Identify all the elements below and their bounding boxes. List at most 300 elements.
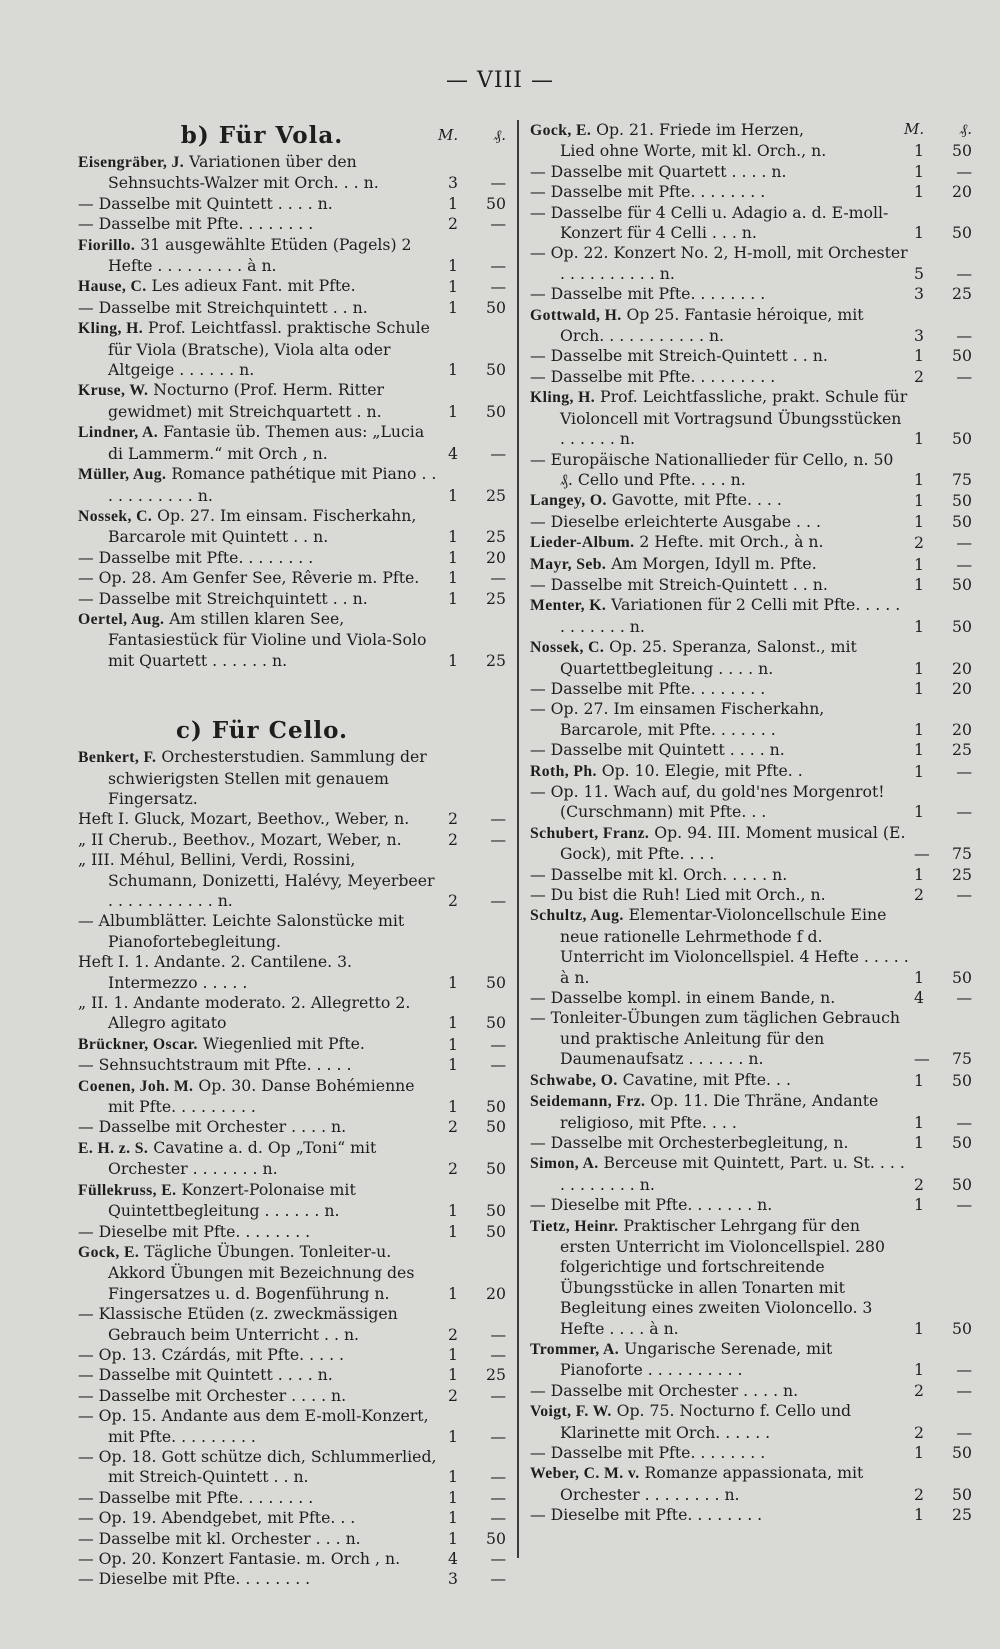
composer-name: Seidemann, Frz. bbox=[530, 1093, 646, 1111]
price bbox=[914, 326, 972, 346]
entry-text bbox=[78, 1569, 448, 1589]
price bbox=[448, 1467, 506, 1487]
price bbox=[914, 264, 972, 284]
price-marks: 1 bbox=[448, 360, 458, 380]
price-marks: 1 bbox=[914, 802, 924, 822]
work-description: — Du bist die Ruh! Lied mit Orch., n. bbox=[530, 885, 826, 905]
catalog-entry bbox=[530, 346, 972, 366]
work-description: — Dasselbe mit Streichquintett . . n. bbox=[78, 297, 368, 317]
price-pfennig: 25 bbox=[952, 284, 972, 304]
catalog-entry bbox=[78, 1549, 506, 1569]
catalog-entry bbox=[78, 152, 506, 194]
pfennig-column-label: ₰. bbox=[493, 126, 506, 144]
price bbox=[914, 1360, 972, 1380]
work-description: Prof. Leichtfassl. praktische Schule für Viola (Bratsche), Viola alta oder Altgeige . . . . . . n. bbox=[108, 318, 430, 380]
price bbox=[448, 1365, 506, 1385]
entry-text bbox=[530, 1070, 914, 1091]
entry-text bbox=[530, 823, 914, 865]
price bbox=[914, 720, 972, 740]
section-heading-viola: b) Für Vola. bbox=[180, 122, 344, 149]
entry-text bbox=[78, 1055, 448, 1075]
catalog-entry bbox=[530, 782, 972, 823]
price bbox=[914, 533, 972, 553]
entry-text bbox=[78, 422, 448, 464]
price bbox=[914, 223, 972, 243]
price-marks: 1 bbox=[448, 547, 458, 567]
catalog-entry bbox=[530, 162, 972, 182]
work-description: — Dasselbe mit Pfte. . . . . . . . bbox=[78, 1487, 314, 1507]
work-description: — Dasselbe mit Quintett . . . . n. bbox=[78, 1365, 333, 1385]
catalog-entry bbox=[78, 830, 506, 850]
price-marks: 1 bbox=[914, 1195, 924, 1215]
work-description: — Op. 15. Andante aus dem E-moll-Konzert, mit Pfte. . . . . . . . . bbox=[78, 1406, 429, 1446]
work-description: Cavatine, mit Pfte. . . bbox=[617, 1069, 791, 1089]
work-description: Variationen über den Sehnsuchts-Walzer mit Orch. . . n. bbox=[108, 152, 379, 193]
catalog-entry bbox=[530, 305, 972, 347]
price-pfennig: 25 bbox=[952, 864, 972, 884]
price-marks: 3 bbox=[448, 1569, 458, 1589]
price bbox=[914, 1113, 972, 1133]
price-marks: 1 bbox=[448, 1426, 458, 1446]
work-description: — Dasselbe mit Orchester . . . . n. bbox=[78, 1385, 347, 1405]
work-description: Op. 30. Danse Bohémienne mit Pfte. . . . . . . . . bbox=[108, 1075, 415, 1117]
entry-text bbox=[530, 637, 914, 679]
catalog-entry bbox=[78, 1180, 506, 1222]
price bbox=[914, 1423, 972, 1443]
catalog-entry bbox=[78, 609, 506, 671]
mark-column-label: M. bbox=[904, 120, 925, 138]
entry-text bbox=[530, 575, 914, 595]
price-marks: 1 bbox=[914, 574, 924, 594]
price bbox=[914, 141, 972, 161]
composer-name: Gottwald, H. bbox=[530, 306, 622, 324]
entry-text bbox=[530, 740, 914, 760]
entry-text bbox=[78, 548, 448, 568]
price-pfennig: — bbox=[956, 326, 972, 346]
price bbox=[448, 360, 506, 380]
price-marks: 2 bbox=[448, 1159, 458, 1179]
catalog-entry bbox=[78, 194, 506, 214]
catalog-entry bbox=[78, 464, 506, 506]
work-description: — Op. 11. Wach auf, du gold'nes Morgenrot! (Curschmann) mit Pfte. . . bbox=[530, 782, 885, 822]
price-pfennig: — bbox=[956, 1380, 972, 1400]
catalog-entry bbox=[78, 298, 506, 318]
work-description: Op. 11. Die Thräne, Andante religioso, mit Pfte. . . . bbox=[560, 1091, 879, 1132]
price-marks: 1 bbox=[448, 1487, 458, 1507]
price bbox=[914, 1133, 972, 1153]
catalog-entry bbox=[78, 1304, 506, 1345]
price-marks: 1 bbox=[448, 1344, 458, 1364]
catalog-entry bbox=[530, 1216, 972, 1339]
entry-text bbox=[530, 865, 914, 885]
entry-text bbox=[530, 1133, 914, 1153]
catalog-entry bbox=[530, 1153, 972, 1195]
work-description: „ II Cherub., Beethov., Mozart, Weber, n. bbox=[78, 829, 402, 849]
price-pfennig: 20 bbox=[952, 678, 972, 698]
entry-text bbox=[78, 609, 448, 671]
price-pfennig: 50 bbox=[952, 1484, 972, 1504]
price-marks: 1 bbox=[448, 1365, 458, 1385]
price-marks: 1 bbox=[914, 967, 924, 987]
price bbox=[448, 1569, 506, 1589]
price bbox=[914, 740, 972, 760]
price bbox=[448, 444, 506, 464]
price-pfennig: 50 bbox=[952, 141, 972, 161]
work-description: Prof. Leichtfassliche, prakt. Schule für Violoncell mit Vortragsund Übungsstücken . . . . . . n. bbox=[560, 387, 908, 449]
catalog-entry bbox=[78, 1055, 506, 1075]
composer-name: Kruse, W. bbox=[78, 382, 149, 400]
work-description: — Dasselbe mit Orchesterbegleitung, n. bbox=[530, 1132, 849, 1152]
price-marks: 1 bbox=[914, 1443, 924, 1462]
work-description: — Dasselbe mit Quintett . . . . n. bbox=[530, 740, 785, 760]
entry-text bbox=[78, 747, 448, 809]
price bbox=[448, 1035, 506, 1055]
catalog-entry bbox=[530, 387, 972, 449]
composer-name: Trommer, A. bbox=[530, 1340, 620, 1358]
entry-text bbox=[530, 120, 914, 162]
price bbox=[914, 802, 972, 822]
work-description: Wiegenlied mit Pfte. bbox=[197, 1033, 365, 1053]
price bbox=[914, 162, 972, 182]
price-marks: 2 bbox=[914, 533, 924, 553]
catalog-entry bbox=[530, 1443, 972, 1463]
price-marks: — bbox=[914, 844, 930, 864]
catalog-entry bbox=[78, 1365, 506, 1385]
catalog-entry bbox=[78, 1222, 506, 1242]
left-column bbox=[78, 120, 506, 1590]
entry-text bbox=[78, 1365, 448, 1385]
price-pfennig: — bbox=[956, 1422, 972, 1442]
price bbox=[448, 1386, 506, 1406]
price-marks: 1 bbox=[448, 256, 458, 276]
entry-text bbox=[530, 699, 914, 740]
work-description: — Dieselbe mit Pfte. . . . . . . . bbox=[78, 1569, 311, 1589]
price-pfennig: 50 bbox=[952, 491, 972, 511]
price-marks: 1 bbox=[448, 1528, 458, 1548]
entry-text bbox=[78, 1386, 448, 1406]
price bbox=[914, 346, 972, 366]
catalog-entry bbox=[530, 1195, 972, 1215]
price-pfennig: 50 bbox=[952, 967, 972, 987]
catalog-entry bbox=[530, 243, 972, 284]
price bbox=[448, 1097, 506, 1117]
catalog-entry bbox=[78, 747, 506, 809]
composer-name: Benkert, F. bbox=[78, 749, 157, 767]
viola-entry-list bbox=[78, 152, 506, 671]
price bbox=[448, 1549, 506, 1569]
price bbox=[914, 1505, 972, 1525]
entry-text bbox=[530, 532, 914, 553]
work-description: „ II. 1. Andante moderato. 2. Allegretto 2. Allegro agitato bbox=[78, 993, 411, 1033]
price-pfennig: 50 bbox=[952, 1070, 972, 1090]
catalog-entry bbox=[530, 885, 972, 905]
entry-text bbox=[530, 905, 914, 988]
entry-text bbox=[530, 1443, 914, 1463]
work-description: Op. 10. Elegie, mit Pfte. . bbox=[596, 760, 803, 780]
entry-text bbox=[530, 1008, 914, 1069]
entry-text bbox=[530, 1091, 914, 1133]
price-marks: 1 bbox=[448, 401, 458, 421]
price-pfennig: — bbox=[490, 829, 506, 849]
price-pfennig: 50 bbox=[486, 1159, 506, 1179]
price-column-header-right bbox=[904, 120, 972, 139]
price-marks: 1 bbox=[914, 511, 924, 531]
catalog-entry bbox=[530, 865, 972, 885]
work-description: — Dieselbe erleichterte Ausgabe . . . bbox=[530, 511, 821, 531]
price-pfennig: 75 bbox=[952, 1049, 972, 1069]
price-marks: 4 bbox=[914, 988, 924, 1008]
catalog-entry bbox=[530, 203, 972, 244]
work-description: — Dasselbe mit kl. Orch. . . . . n. bbox=[530, 864, 788, 884]
catalog-entry bbox=[78, 1508, 506, 1528]
work-description: 31 ausgewählte Etüden (Pagels) 2 Hefte . . . . . . . . . à n. bbox=[108, 234, 412, 276]
price-column-header bbox=[438, 126, 506, 145]
catalog-entry bbox=[78, 911, 506, 952]
catalog-entry bbox=[78, 1406, 506, 1447]
price-marks: 1 bbox=[914, 1070, 924, 1090]
price bbox=[448, 1284, 506, 1304]
price-pfennig: — bbox=[490, 1549, 506, 1568]
price-pfennig: — bbox=[956, 366, 972, 386]
work-description: — Dasselbe mit Streich-Quintett . . n. bbox=[530, 346, 828, 366]
price-marks: 3 bbox=[914, 326, 924, 346]
price-marks: 1 bbox=[914, 1318, 924, 1338]
entry-text bbox=[530, 885, 914, 905]
entry-text bbox=[530, 512, 914, 532]
price bbox=[914, 429, 972, 449]
price-marks: — bbox=[914, 1049, 930, 1069]
catalog-entry bbox=[530, 823, 972, 865]
price-marks: 2 bbox=[914, 1484, 924, 1504]
price bbox=[448, 1427, 506, 1447]
catalog-entry bbox=[78, 214, 506, 234]
price bbox=[914, 555, 972, 575]
work-description: „ III. Méhul, Bellini, Verdi, Rossini, Schumann, Donizetti, Halévy, Meyerbeer . . . . . . . . . . . n. bbox=[78, 850, 435, 910]
entry-text bbox=[530, 1216, 914, 1339]
composer-name: Menter, K. bbox=[530, 597, 607, 615]
entry-text bbox=[78, 1034, 448, 1055]
price-marks: 1 bbox=[914, 346, 924, 366]
price-marks: 1 bbox=[914, 554, 924, 574]
catalog-entry bbox=[78, 1242, 506, 1304]
entry-text bbox=[530, 387, 914, 449]
composer-name: Lindner, A. bbox=[78, 424, 159, 442]
price-marks: 1 bbox=[448, 650, 458, 670]
price-marks: 1 bbox=[914, 429, 924, 449]
price bbox=[448, 1529, 506, 1549]
price bbox=[448, 1201, 506, 1221]
price-marks: 2 bbox=[448, 214, 458, 234]
catalog-entry bbox=[78, 318, 506, 380]
price bbox=[448, 277, 506, 297]
work-description: — Klassische Etüden (z. zweckmässigen Gebrauch beim Unterricht . . n. bbox=[78, 1304, 398, 1344]
composer-name: Nossek, C. bbox=[530, 639, 605, 657]
entry-text bbox=[78, 1222, 448, 1242]
price-marks: 1 bbox=[448, 588, 458, 608]
catalog-entry bbox=[530, 905, 972, 988]
price-marks: 2 bbox=[914, 1174, 924, 1194]
entry-text bbox=[530, 988, 914, 1008]
price-pfennig: — bbox=[490, 1055, 506, 1075]
entry-text bbox=[530, 679, 914, 699]
entry-text bbox=[78, 1508, 448, 1528]
work-description: — Dasselbe mit Quintett . . . . n. bbox=[78, 193, 333, 213]
composer-name: Gock, E. bbox=[530, 122, 592, 139]
price-marks: 1 bbox=[914, 491, 924, 511]
price-pfennig: — bbox=[490, 809, 506, 829]
catalog-entry bbox=[530, 1133, 972, 1153]
work-description: Praktischer Lehrgang für den ersten Unterricht im Violoncellspiel. 280 folgerichtige und fortschreitende Übungsstücke in allen Tonarten mit Begleitung eines zweiten Violoncello. 3 Hefte . . . . à n. bbox=[560, 1215, 886, 1338]
catalog-entry bbox=[530, 761, 972, 782]
work-description: Berceuse mit Quintett, Part. u. St. . . . . . . . . . . . n. bbox=[560, 1153, 905, 1194]
composer-name: Schwabe, O. bbox=[530, 1071, 618, 1089]
price-pfennig: — bbox=[956, 1195, 972, 1215]
catalog-entry bbox=[530, 1008, 972, 1069]
cello-entry-list bbox=[78, 747, 506, 1590]
price-pfennig: 20 bbox=[952, 719, 972, 739]
entry-text bbox=[530, 284, 914, 304]
entry-text bbox=[78, 298, 448, 318]
entry-text bbox=[78, 1345, 448, 1365]
price-pfennig: — bbox=[956, 988, 972, 1008]
price-pfennig: 50 bbox=[952, 223, 972, 243]
price-pfennig: 50 bbox=[952, 1132, 972, 1152]
entry-text bbox=[78, 1076, 448, 1118]
entry-text bbox=[530, 305, 914, 347]
price bbox=[448, 651, 506, 671]
work-description: Ungarische Serenade, mit Pianoforte . . . . . . . . . . bbox=[560, 1338, 833, 1380]
price-pfennig: 50 bbox=[486, 1528, 506, 1548]
price bbox=[448, 173, 506, 193]
work-description: Am stillen klaren See, Fantasiestück für Violine und Viola-Solo mit Quartett . . . . . . n. bbox=[108, 608, 427, 670]
price bbox=[448, 527, 506, 547]
price-marks: 1 bbox=[914, 223, 924, 243]
catalog-entry bbox=[530, 575, 972, 595]
price bbox=[914, 885, 972, 905]
price bbox=[914, 575, 972, 595]
entry-text bbox=[530, 182, 914, 202]
price-pfennig: — bbox=[956, 554, 972, 574]
entry-text bbox=[530, 1505, 914, 1525]
price-pfennig: 25 bbox=[952, 740, 972, 760]
work-description: — Dasselbe mit Pfte. . . . . . . . bbox=[530, 284, 766, 304]
work-description: — Dasselbe mit Pfte. . . . . . . . bbox=[78, 547, 314, 567]
catalog-entry bbox=[78, 568, 506, 588]
price-pfennig: 50 bbox=[952, 346, 972, 366]
price-pfennig: — bbox=[490, 277, 506, 297]
work-description: — Europäische Nationallieder für Cello, n. 50 ₰. Cello und Pfte. . . . n. bbox=[530, 449, 894, 489]
entry-text bbox=[78, 1406, 448, 1447]
column-divider bbox=[517, 120, 519, 1558]
work-description: Variationen für 2 Celli mit Pfte. . . . . . . . . . . . n. bbox=[560, 595, 901, 636]
price bbox=[914, 182, 972, 202]
composer-name: Nossek, C. bbox=[78, 507, 153, 525]
price-pfennig: 25 bbox=[486, 588, 506, 608]
catalog-entry bbox=[530, 1505, 972, 1525]
entry-text bbox=[530, 761, 914, 782]
work-description: Konzert-Polonaise mit Quintettbegleitung . . . . . . n. bbox=[108, 1179, 356, 1221]
price-marks: 1 bbox=[914, 1360, 924, 1380]
work-description: — Dasselbe mit Pfte. . . . . . . . bbox=[530, 182, 766, 202]
price-pfennig: — bbox=[490, 1487, 506, 1507]
composer-name: Lieder-Album. bbox=[530, 534, 635, 552]
catalog-entry bbox=[78, 548, 506, 568]
entry-text bbox=[78, 568, 448, 588]
entry-text bbox=[530, 1463, 914, 1505]
catalog-entry bbox=[78, 1345, 506, 1365]
composer-name: Mayr, Seb. bbox=[530, 555, 607, 573]
work-description: — Dasselbe mit Pfte. . . . . . . . . bbox=[530, 366, 776, 386]
price-marks: 1 bbox=[914, 182, 924, 202]
price-marks: 1 bbox=[448, 1055, 458, 1075]
section-heading-cello: c) Für Cello. bbox=[175, 717, 349, 745]
entry-text bbox=[530, 595, 914, 637]
price-pfennig: 20 bbox=[486, 547, 506, 567]
price bbox=[448, 891, 506, 911]
price-pfennig: — bbox=[956, 885, 972, 905]
price bbox=[914, 1485, 972, 1505]
work-description: Op 25. Fantasie héroique, mit Orch. . . . . . . . . . . n. bbox=[560, 304, 864, 346]
price-marks: 2 bbox=[448, 809, 458, 829]
price-pfennig: 50 bbox=[486, 1097, 506, 1117]
entry-text bbox=[530, 203, 914, 244]
price-marks: 1 bbox=[914, 864, 924, 884]
price-pfennig: 50 bbox=[486, 1013, 506, 1033]
price bbox=[448, 973, 506, 993]
entry-text bbox=[530, 490, 914, 511]
price-pfennig: 25 bbox=[486, 650, 506, 670]
price-pfennig: — bbox=[490, 214, 506, 234]
price-pfennig: 50 bbox=[952, 1443, 972, 1462]
work-description: Am Morgen, Idyll m. Pfte. bbox=[606, 553, 817, 573]
price-pfennig: 50 bbox=[486, 401, 506, 421]
price-marks: 1 bbox=[448, 193, 458, 213]
price-marks: 1 bbox=[448, 297, 458, 317]
work-description: — Dieselbe mit Pfte. . . . . . . . bbox=[78, 1221, 311, 1241]
price-pfennig: — bbox=[956, 533, 972, 553]
work-description: — Dasselbe mit Streichquintett . . n. bbox=[78, 588, 368, 608]
price-marks: 2 bbox=[448, 1324, 458, 1344]
entry-text bbox=[78, 276, 448, 297]
catalog-entry bbox=[78, 1447, 506, 1488]
price-pfennig: — bbox=[490, 443, 506, 463]
work-description: — Tonleiter-Übungen zum täglichen Gebrauch und praktische Anleitung für den Daumenaufsatz . . . . . . n. bbox=[530, 1008, 900, 1069]
work-description: Heft I. 1. Andante. 2. Cantilene. 3. Intermezzo . . . . . bbox=[78, 952, 353, 992]
price-marks: 1 bbox=[448, 1201, 458, 1221]
entry-text bbox=[530, 450, 914, 491]
price bbox=[448, 1345, 506, 1365]
entry-text bbox=[530, 243, 914, 284]
price-marks: 1 bbox=[448, 485, 458, 505]
entry-text bbox=[78, 380, 448, 422]
catalog-entry bbox=[78, 1138, 506, 1180]
work-description: — Op. 13. Czárdás, mit Pfte. . . . . bbox=[78, 1344, 345, 1364]
price-marks: 2 bbox=[448, 1385, 458, 1405]
price-pfennig: — bbox=[490, 1385, 506, 1405]
price-pfennig: — bbox=[490, 1426, 506, 1446]
price-pfennig: 50 bbox=[486, 1221, 506, 1241]
catalog-entry bbox=[78, 1386, 506, 1406]
price-marks: 1 bbox=[448, 1467, 458, 1487]
cello-entry-list-continued bbox=[530, 120, 972, 1526]
work-description: Nocturno (Prof. Herm. Ritter gewidmet) mit Streichquartett . n. bbox=[108, 380, 385, 421]
work-description: — Sehnsuchtstraum mit Pfte. . . . . bbox=[78, 1055, 352, 1075]
price-marks: 1 bbox=[448, 1034, 458, 1054]
price-marks: 2 bbox=[448, 891, 458, 910]
price-marks: 2 bbox=[914, 1380, 924, 1400]
entry-text bbox=[78, 1304, 448, 1345]
work-description: — Op. 22. Konzert No. 2, H-moll, mit Orchester . . . . . . . . . . n. bbox=[530, 243, 908, 283]
